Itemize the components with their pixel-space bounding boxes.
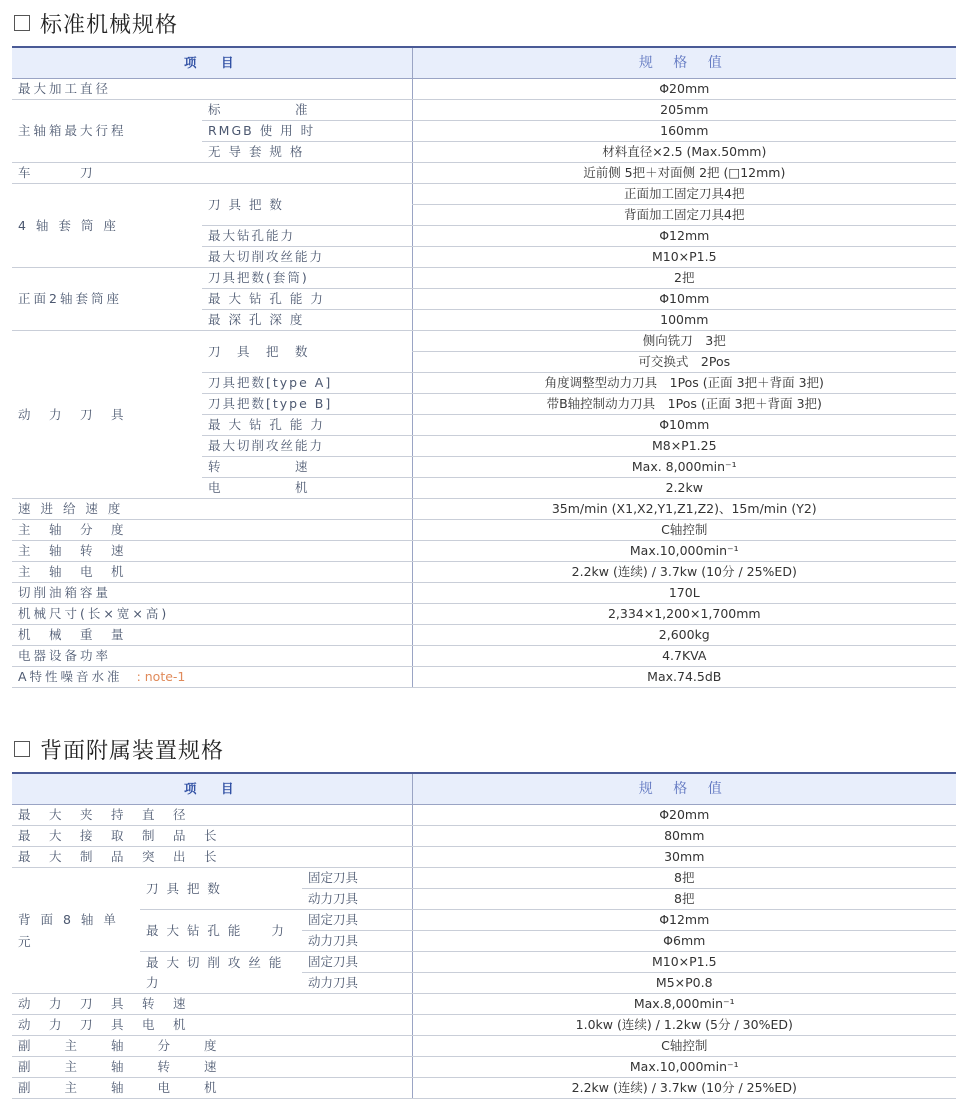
row-sublabel: 最 深 孔 深 度 <box>202 310 412 331</box>
row-value: M10×P1.5 <box>412 247 956 268</box>
row-sublabel: 电 机 <box>202 478 412 499</box>
row-value: 可交换式 2Pos <box>412 352 956 373</box>
row-label: 最大加工直径 <box>12 79 412 100</box>
row-label: 电器设备功率 <box>12 646 412 667</box>
row-value: Max.10,000min⁻¹ <box>412 541 956 562</box>
table-header <box>12 773 956 805</box>
row-label: 最 大 夹 持 直 径 <box>12 805 412 826</box>
row-value: 材料直径×2.5 (Max.50mm) <box>412 142 956 163</box>
table-row <box>12 268 956 289</box>
row-value: Φ12mm <box>412 910 956 931</box>
square-bullet-icon <box>14 15 30 31</box>
header-value: 规 格 值 <box>412 47 956 79</box>
table-row <box>12 499 956 520</box>
table-row <box>12 1015 956 1036</box>
row-sublabel: 最 大 切 削 攻 丝 能 力 <box>140 952 302 994</box>
row-value: Φ12mm <box>412 226 956 247</box>
table-row <box>12 100 956 121</box>
row-value: Max.10,000min⁻¹ <box>412 1057 956 1078</box>
row-sublabel: 最 大 钻 孔 能 力 <box>140 910 302 952</box>
row-label: 机械尺寸(长×宽×高) <box>12 604 412 625</box>
row-sublabel: 刀 具 把 数 <box>202 184 412 226</box>
row-value: Max. 8,000min⁻¹ <box>412 457 956 478</box>
row-value: M5×P0.8 <box>412 973 956 994</box>
row-value: Φ6mm <box>412 931 956 952</box>
row-tool-type: 动力刀具 <box>302 931 412 952</box>
row-value: 35m/min (X1,X2,Y1,Z1,Z2)、15m/min (Y2) <box>412 499 956 520</box>
row-sublabel: 最 大 钻 孔 能 力 <box>202 415 412 436</box>
row-value: 侧向铣刀 3把 <box>412 331 956 352</box>
row-value: 带B轴控制动力刀具 1Pos (正面 3把＋背面 3把) <box>412 394 956 415</box>
row-value: 4.7KVA <box>412 646 956 667</box>
row-value: Φ10mm <box>412 289 956 310</box>
row-value: 2,600kg <box>412 625 956 646</box>
standard-spec-table <box>12 46 956 688</box>
row-value: 2把 <box>412 268 956 289</box>
row-value: 2,334×1,200×1,700mm <box>412 604 956 625</box>
row-sublabel: 无 导 套 规 格 <box>202 142 412 163</box>
row-value: 170L <box>412 583 956 604</box>
row-value: 角度调整型动力刀具 1Pos (正面 3把＋背面 3把) <box>412 373 956 394</box>
back-attachment-spec-table <box>12 772 956 1099</box>
row-value: M8×P1.25 <box>412 436 956 457</box>
row-label: 切削油箱容量 <box>12 583 412 604</box>
row-sublabel: 刀具把数(套筒) <box>202 268 412 289</box>
row-value: C轴控制 <box>412 520 956 541</box>
row-sublabel: 标 准 <box>202 100 412 121</box>
row-group-label: 主轴箱最大行程 <box>12 100 202 163</box>
row-tool-type: 动力刀具 <box>302 973 412 994</box>
row-value: Φ10mm <box>412 415 956 436</box>
table-row <box>12 868 956 889</box>
row-value: 8把 <box>412 889 956 910</box>
row-label <box>12 667 412 688</box>
row-label: 动 力 刀 具 转 速 <box>12 994 412 1015</box>
table-row <box>12 331 956 352</box>
header-item: 项 目 <box>12 47 412 79</box>
header-item: 项 目 <box>12 773 412 805</box>
row-label: 车 刀 <box>12 163 412 184</box>
row-label: 机 械 重 量 <box>12 625 412 646</box>
table-header <box>12 47 956 79</box>
row-value: 近前侧 5把＋对面侧 2把 (□12mm) <box>412 163 956 184</box>
row-sublabel: 刀 具 把 数 <box>202 331 412 373</box>
table-row <box>12 646 956 667</box>
row-value: 160mm <box>412 121 956 142</box>
row-value: Max.8,000min⁻¹ <box>412 994 956 1015</box>
row-group-label: 正面2轴套筒座 <box>12 268 202 331</box>
row-value: 2.2kw (连续) / 3.7kw (10分 / 25%ED) <box>412 562 956 583</box>
row-value: Φ20mm <box>412 79 956 100</box>
table-row <box>12 583 956 604</box>
row-label: 主 轴 分 度 <box>12 520 412 541</box>
table-row <box>12 952 956 973</box>
row-sublabel: 刀具把数[type B] <box>202 394 412 415</box>
row-tool-type: 固定刀具 <box>302 952 412 973</box>
section-title-text: 标准机械规格 <box>40 13 179 38</box>
table-row <box>12 994 956 1015</box>
row-label: 副 主 轴 电 机 <box>12 1078 412 1099</box>
table-row <box>12 604 956 625</box>
table-row <box>12 805 956 826</box>
row-sublabel: 刀具把数[type A] <box>202 373 412 394</box>
row-label: 副 主 轴 转 速 <box>12 1057 412 1078</box>
table-row <box>12 520 956 541</box>
row-tool-type: 固定刀具 <box>302 868 412 889</box>
note-reference: : note-1 <box>136 669 186 684</box>
table-row <box>12 1036 956 1057</box>
row-value: 30mm <box>412 847 956 868</box>
table-row <box>12 562 956 583</box>
table-row <box>12 163 956 184</box>
row-value: 2.2kw (连续) / 3.7kw (10分 / 25%ED) <box>412 1078 956 1099</box>
row-label: 速 进 给 速 度 <box>12 499 412 520</box>
row-tool-type: 动力刀具 <box>302 889 412 910</box>
row-sublabel: RMGB 使 用 时 <box>202 121 412 142</box>
row-label: 动 力 刀 具 电 机 <box>12 1015 412 1036</box>
row-value: 205mm <box>412 100 956 121</box>
row-sublabel: 刀 具 把 数 <box>140 868 302 910</box>
row-sublabel: 最 大 钻 孔 能 力 <box>202 289 412 310</box>
section-title-text: 背面附属装置规格 <box>40 739 225 764</box>
table-row <box>12 667 956 688</box>
row-value: 正面加工固定刀具4把 <box>412 184 956 205</box>
row-tool-type: 固定刀具 <box>302 910 412 931</box>
row-value: 1.0kw (连续) / 1.2kw (5分 / 30%ED) <box>412 1015 956 1036</box>
row-value: C轴控制 <box>412 1036 956 1057</box>
table-row <box>12 847 956 868</box>
section-title-back-attachment <box>14 734 224 765</box>
row-group-label: 背 面 8 轴 单 元 <box>12 868 140 994</box>
row-value: 8把 <box>412 868 956 889</box>
row-value: 背面加工固定刀具4把 <box>412 205 956 226</box>
row-value: Max.74.5dB <box>412 667 956 688</box>
row-value: 100mm <box>412 310 956 331</box>
row-group-label: 4 轴 套 筒 座 <box>12 184 202 268</box>
table-row <box>12 625 956 646</box>
row-sublabel: 最大切削攻丝能力 <box>202 436 412 457</box>
row-label-text: A特性噪音水准 <box>18 669 123 684</box>
row-sublabel: 最大钻孔能力 <box>202 226 412 247</box>
row-value: 80mm <box>412 826 956 847</box>
table-row <box>12 826 956 847</box>
row-label: 最 大 制 品 突 出 长 <box>12 847 412 868</box>
table-row <box>12 1057 956 1078</box>
row-sublabel: 最大切削攻丝能力 <box>202 247 412 268</box>
table-row <box>12 1078 956 1099</box>
row-value: M10×P1.5 <box>412 952 956 973</box>
section-title-standard <box>14 8 178 39</box>
square-bullet-icon <box>14 741 30 757</box>
row-label: 主 轴 转 速 <box>12 541 412 562</box>
row-group-label: 动 力 刀 具 <box>12 331 202 499</box>
row-label: 最 大 接 取 制 品 长 <box>12 826 412 847</box>
table-row <box>12 184 956 205</box>
table-row <box>12 79 956 100</box>
row-sublabel: 转 速 <box>202 457 412 478</box>
table-row <box>12 910 956 931</box>
table-row <box>12 541 956 562</box>
row-value: Φ20mm <box>412 805 956 826</box>
row-label: 主 轴 电 机 <box>12 562 412 583</box>
row-label: 副 主 轴 分 度 <box>12 1036 412 1057</box>
row-value: 2.2kw <box>412 478 956 499</box>
header-value: 规 格 值 <box>412 773 956 805</box>
